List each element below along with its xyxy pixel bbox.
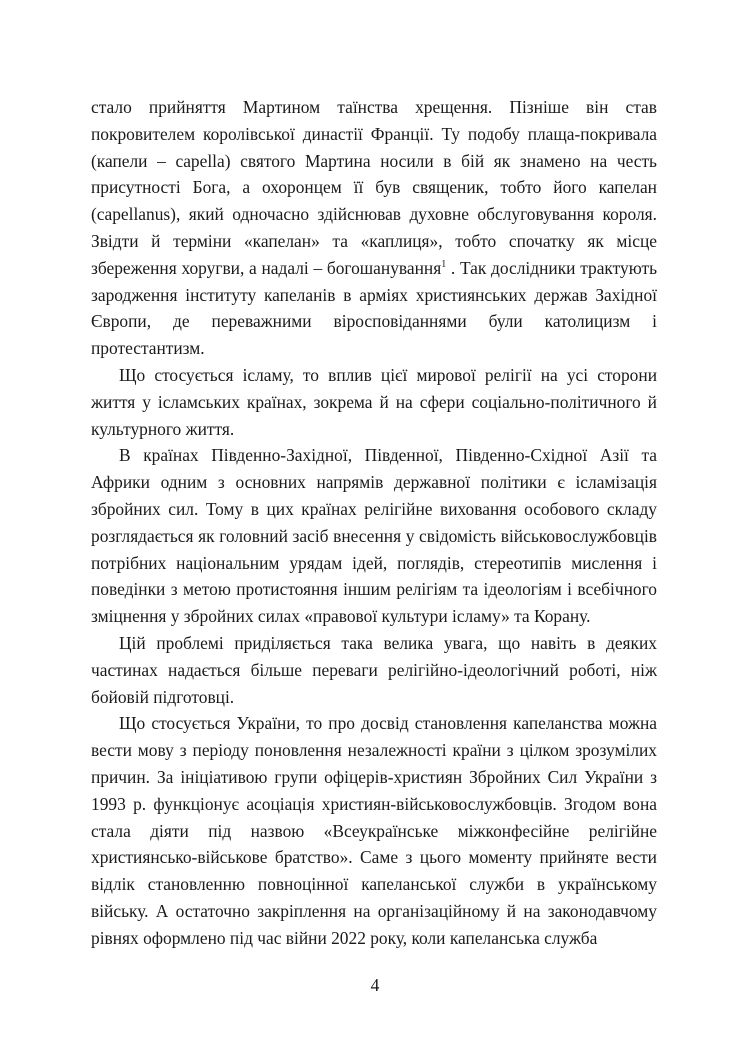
paragraph-3: В країнах Південно-Західної, Південної, Південно-Східної Азії та Африки одним з основних напрямів державної політики є ісламізація збройних сил. Тому в цих країнах релігійне виховання особового складу розглядається як головний засіб внесення у свідомість військовослужбовців потрібних національним урядам ідей, поглядів, стереотипів мислення і поведінки з метою протистояння іншим релігіям та ідеологіям і всебічного зміцнення у збройних силах «правової культури ісламу» та Корану.: [91, 445, 657, 627]
paragraph-1-text: стало прийняття Мартином таїнства хрещення. Пізніше він став покровителем королівської династії Франції. Ту подобу плаща-покривала (капели – capella) святого Мартина носили в бій як знамено на честь присутності Бога, а охоронцем її був священик, тобто його капелан (capellanus), який одночасно здійснював духовне обслуговування короля. Звідти й терміни «капелан» та «каплиця», тобто спочатку як місце збереження хоругви, а надалі – богошанування: [91, 97, 657, 278]
paragraph-2: Що стосується ісламу, то вплив цієї мирової релігії на усі сторони життя у ісламських країнах, зокрема й на сфери соціально-політичного й культурного життя.: [91, 364, 657, 439]
paragraph-4: Цій проблемі приділяється така велика увага, що навіть в деяких частинах надається більше переваги релігійно-ідеологічний роботі, ніж бойовій підготовці.: [91, 632, 657, 707]
paragraph-5: Що стосується України, то про досвід становлення капеланства можна вести мову з періоду поновлення незалежності країни з цілком зрозумілих причин. За ініціативою групи офіцерів-християн Збройних Сил України з 1993 р. функціонує асоціація християн-військовослужбовців. Згодом вона стала діяти під назвою «Всеукраїнське міжконфесійне релігійне християнсько-військове братство». Саме з цього моменту прийняте вести відлік становленню повноцінної капеланської служби в українському війську. А остаточно закріплення на організаційному й на законодавчому рівнях оформлено під час війни 2022 року, коли капеланська служба: [91, 713, 657, 948]
paragraph-1: [91, 94, 657, 362]
footnote-mark[interactable]: 1: [441, 258, 447, 270]
body-text: [91, 94, 657, 952]
page-number: 4: [370, 975, 380, 995]
paragraph-1-continuation: . Так дослідники трактують зародження інституту капеланів в арміях християнських держав Західної Європи, де переважними віросповіданнями були католицизм і протестантизм.: [91, 257, 657, 359]
